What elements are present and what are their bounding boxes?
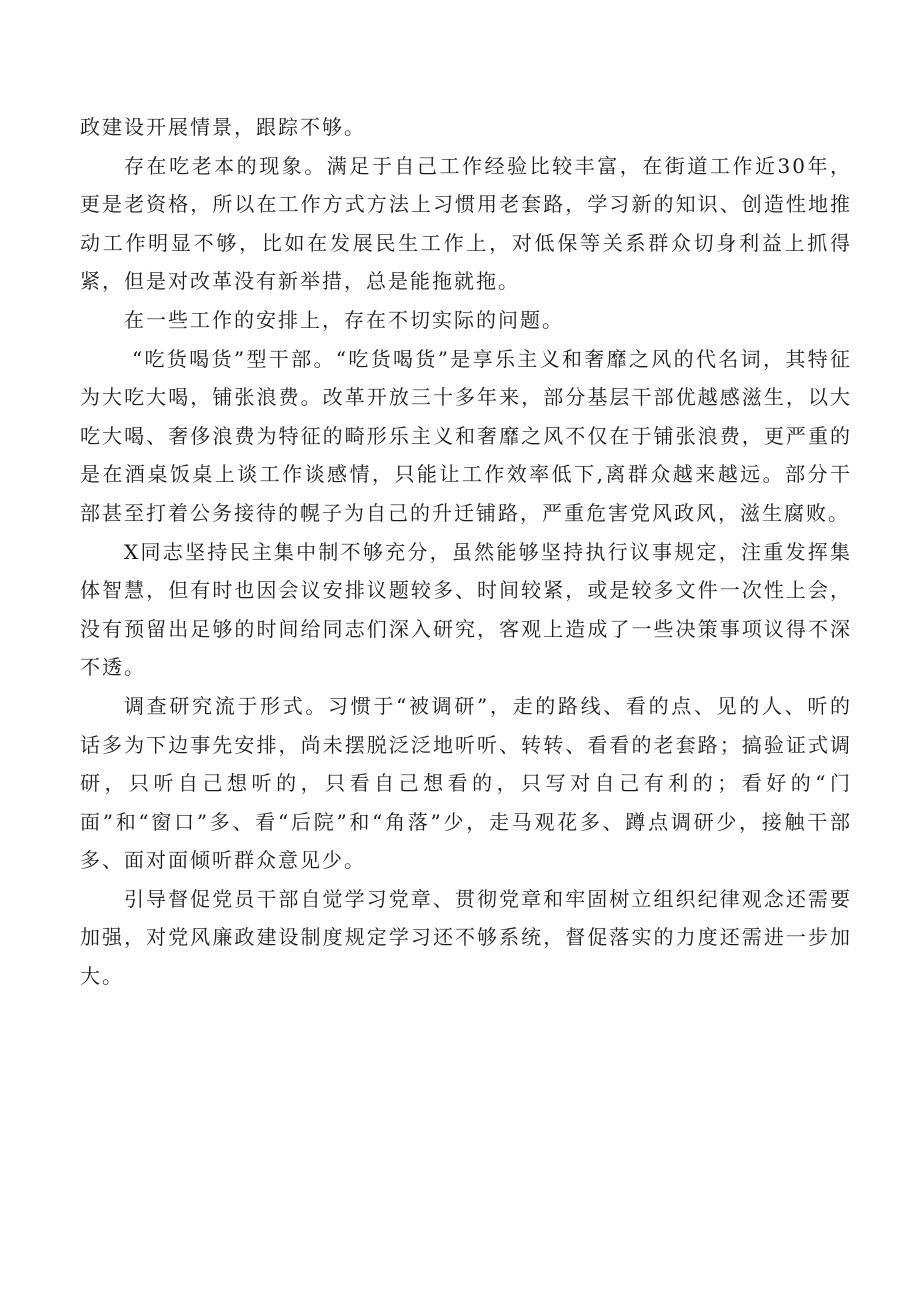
document-body [80, 108, 852, 996]
paragraph-7: 引导督促党员干部自觉学习党章、贯彻党章和牢固树立组织纪律观念还需要加强，对党风廉政建设制度规定学习还不够系统，督促落实的力度还需进一步加大。 [80, 886, 852, 989]
paragraph-2: 存在吃老本的现象。满足于自己工作经验比较丰富，在街道工作近30年，更是老资格，所以在工作方式方法上习惯用老套路，学习新的知识、创造性地推动工作明显不够，比如在发展民生工作上，对低保等关系群众切身利益上抓得紧，但是对改革没有新举措，总是能拖就拖。 [80, 153, 852, 294]
paragraph-4: “吃货喝货”型干部。“吃货喝货”是享乐主义和奢靡之风的代名词，其特征为大吃大喝，铺张浪费。改革开放三十多年来，部分基层干部优越感滋生，以大吃大喝、奢侈浪费为特征的畸形乐主义和奢靡之风不仅在于铺张浪费，更严重的是在酒桌饭桌上谈工作谈感情，只能让工作效率低下,离群众越来越远。部分干部甚至打着公务接待的幌子为自己的升迁铺路，严重危害党风政风，滋生腐败。 [80, 346, 852, 525]
paragraph-5: X同志坚持民主集中制不够充分，虽然能够坚持执行议事规定，注重发挥集体智慧，但有时也因会议安排议题较多、时间较紧，或是较多文件一次性上会，没有预留出足够的时间给同志们深入研究，客观上造成了一些决策事项议得不深不透。 [80, 539, 852, 680]
paragraph-1: 政建设开展情景，跟踪不够。 [80, 115, 366, 139]
paragraph-6: 调查研究流于形式。习惯于“被调研”，走的路线、看的点、见的人、听的话多为下边事先安排，尚未摆脱泛泛地听听、转转、看看的老套路；搞验证式调研，只听自己想听的，只看自己想看的，只写对自己有利的；看好的“门面”和“窗口”多、看“后院”和“角落”少，走马观花多、蹲点调研少，接触干部多、面对面倾听群众意见少。 [80, 693, 852, 873]
paragraph-3: 在一些工作的安排上，存在不切实际的问题。 [124, 307, 564, 332]
